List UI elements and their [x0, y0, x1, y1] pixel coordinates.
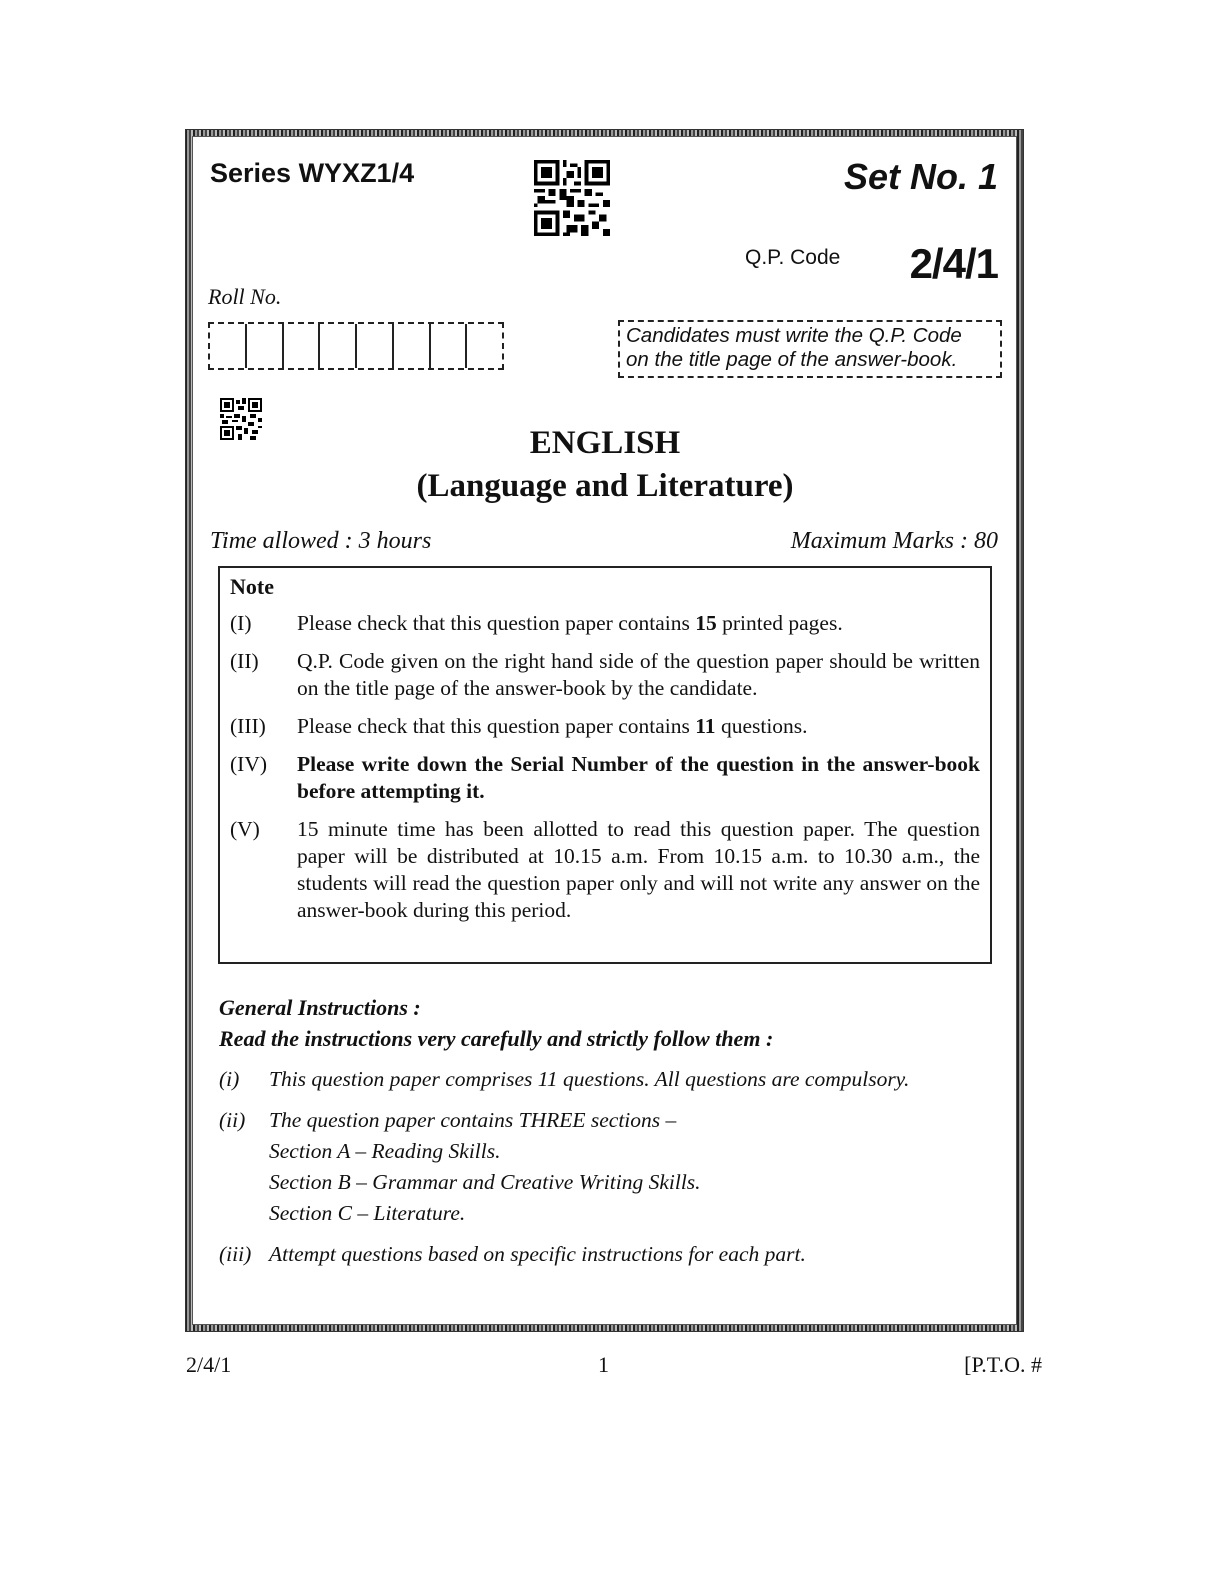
note-item — [230, 751, 980, 805]
note-item-number: (II) — [230, 649, 259, 673]
notice-line: Candidates must write the Q.P. Code — [626, 324, 962, 347]
pto-marker: [P.T.O. # — [964, 1352, 1042, 1377]
time-allowed: Time allowed : 3 hours — [210, 528, 432, 554]
roll-no-digit-box[interactable] — [465, 324, 502, 368]
note-item-text: Please check that this question paper contains 15 printed pages. — [297, 611, 843, 635]
instruction-number: (i) — [219, 1067, 240, 1091]
note-item-text: Q.P. Code given on the right hand side of the question paper should be written on the title page of the answer-book by the candidate. — [297, 649, 980, 700]
series-label: Series WYXZ1/4 — [210, 158, 415, 188]
maximum-marks: Maximum Marks : 80 — [790, 528, 998, 554]
note-item-text: 15 minute time has been allotted to read this question paper. The question paper will be distributed at 10.15 a.m. From 10.15 a.m. to 10.30 a.m., the students will read the question paper only and will not write any answer on the answer-book during this period. — [297, 817, 980, 922]
section-a: Section A – Reading Skills. — [269, 1139, 501, 1163]
subject-subtitle: (Language and Literature) — [416, 468, 794, 504]
roll-no-digit-box[interactable] — [318, 324, 355, 368]
instruction-item — [219, 1239, 991, 1270]
note-item — [230, 610, 980, 637]
qp-code-label: Q.P. Code — [745, 246, 841, 269]
roll-no-digit-box[interactable] — [355, 324, 392, 368]
roll-no-digit-box[interactable] — [282, 324, 319, 368]
qr-code-icon — [531, 160, 613, 236]
set-number: Set No. 1 — [843, 156, 998, 197]
note-box — [218, 566, 992, 964]
section-b: Section B – Grammar and Creative Writing Skills. — [269, 1170, 701, 1194]
note-item — [230, 648, 980, 702]
footer-qp-code: 2/4/1 — [186, 1352, 232, 1377]
instruction-number: (ii) — [219, 1108, 246, 1132]
instruction-text: The question paper contains THREE sections – Section A – Reading Skills. Section B – Grammar and Creative Writing Skills. Section C – Literature. — [269, 1105, 991, 1229]
instruction-text: This question paper comprises 11 questions. All questions are compulsory. — [269, 1067, 910, 1091]
note-item-text: Please check that this question paper contains 11 questions. — [297, 714, 808, 738]
roll-no-input-boxes[interactable] — [208, 322, 504, 370]
note-item — [230, 713, 980, 740]
instruction-number: (iii) — [219, 1242, 252, 1266]
note-item-text: Please write down the Serial Number of the question in the answer-book before attempting it. — [297, 752, 980, 803]
roll-no-digit-box[interactable] — [392, 324, 429, 368]
qp-code-notice — [618, 320, 1002, 378]
note-item-number: (V) — [230, 817, 260, 841]
roll-no-label: Roll No. — [208, 284, 282, 309]
note-item-number: (IV) — [230, 752, 268, 776]
general-instructions-title: General Instructions : — [219, 995, 421, 1020]
note-item — [230, 816, 980, 924]
instruction-item — [219, 1064, 991, 1095]
note-item-number: (III) — [230, 714, 266, 738]
instruction-item — [219, 1105, 991, 1229]
general-instructions-heading — [219, 992, 773, 1054]
page-number: 1 — [598, 1352, 609, 1377]
roll-no-digit-box[interactable] — [429, 324, 466, 368]
general-instructions-list — [219, 1064, 991, 1280]
general-instructions-subtitle: Read the instructions very carefully and strictly follow them : — [219, 1026, 774, 1051]
note-heading: Note — [230, 574, 274, 599]
roll-no-digit-box[interactable] — [245, 324, 282, 368]
note-item-number: (I) — [230, 611, 252, 635]
qp-code-value: 2/4/1 — [909, 240, 998, 287]
instruction-text: Attempt questions based on specific instructions for each part. — [269, 1242, 806, 1266]
notice-line: on the title page of the answer-book. — [626, 348, 958, 371]
roll-no-digit-box[interactable] — [210, 324, 245, 368]
subject-title: ENGLISH — [529, 425, 681, 461]
section-c: Section C – Literature. — [269, 1201, 466, 1225]
